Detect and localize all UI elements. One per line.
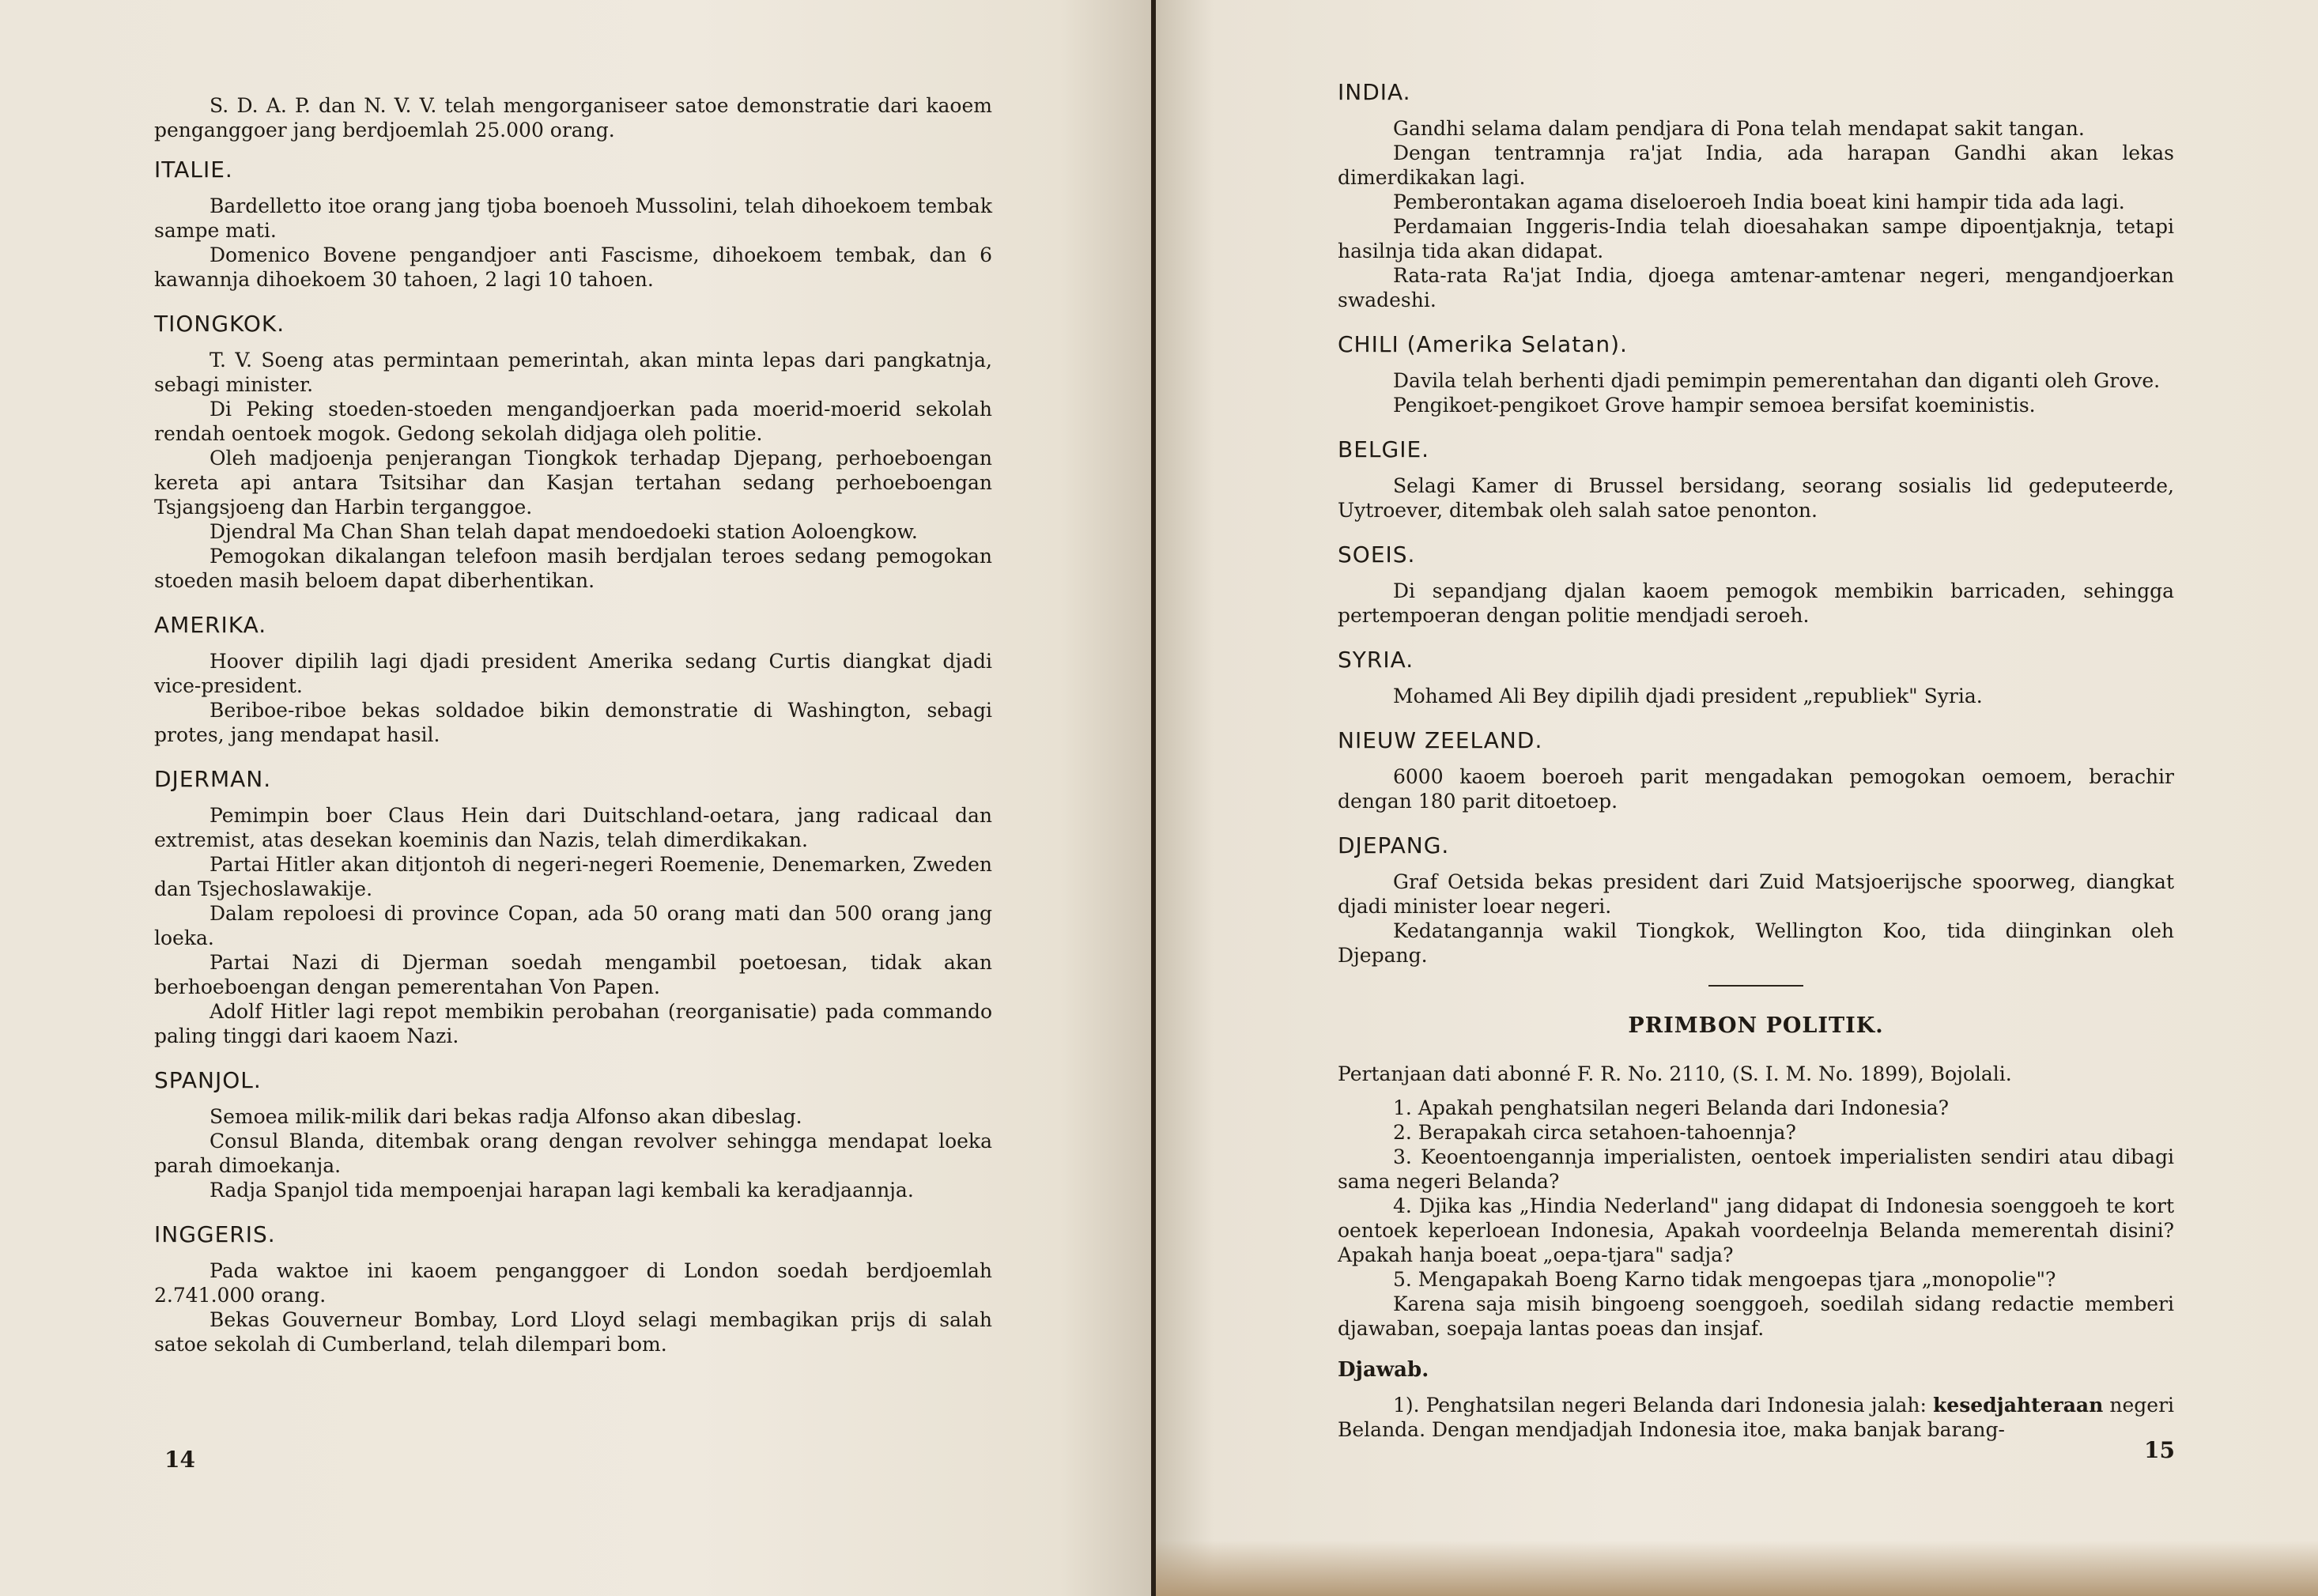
paragraph: Hoover dipilih lagi djadi president Amerika sedang Curtis diangkat djadi vice-president. <box>154 650 992 697</box>
left-column <box>154 93 992 1361</box>
paragraph: Rata-rata Ra'jat India, djoega amtenar-amtenar negeri, mengandjoerkan swadeshi. <box>1338 264 2174 311</box>
paragraph: Consul Blanda, ditembak orang dengan revolver sehingga mendapat loeka parah dimoekanja. <box>154 1130 992 1177</box>
right-column <box>1338 79 2174 1442</box>
section-heading: TIONGKOK. <box>154 311 285 337</box>
paragraph: Di sepandjang djalan kaoem pemogok membikin barricaden, sehingga pertempoeran dengan politie mendjadi seroeh. <box>1338 579 2174 627</box>
page-number: 14 <box>164 1447 195 1473</box>
intro-paragraph: S. D. A. P. dan N. V. V. telah mengorganiseer satoe demonstratie dari kaoem penganggoer jang berdjoemlah 25.000 orang. <box>154 94 992 141</box>
left-page <box>0 0 1153 1596</box>
section-italie <box>154 157 992 292</box>
question-item: 2. Berapakah circa setahoen-tahoennja? <box>1393 1121 1796 1144</box>
section-heading: ITALIE. <box>154 157 233 183</box>
section-heading: SOEIS. <box>1338 541 1416 568</box>
section-heading: NIEUW ZEELAND. <box>1338 727 1543 753</box>
section-heading: CHILI (Amerika Selatan). <box>1338 331 1628 357</box>
section-djepang <box>1338 832 2174 968</box>
paragraph: Pemimpin boer Claus Hein dari Duitschland-oetara, jang radicaal dan extremist, atas desekan koeminis dan Nazis, telah dimerdikakan. <box>154 804 992 851</box>
section-djerman <box>154 766 992 1048</box>
paragraph: Graf Oetsida bekas president dari Zuid Matsjoerijsche spoorweg, diangkat djadi minister loear negeri. <box>1338 870 2174 918</box>
paragraph: Selagi Kamer di Brussel bersidang, seorang sosialis lid gedeputeerde, Uytroever, ditembak oleh salah satoe penonton. <box>1338 474 2174 522</box>
section-heading: SYRIA. <box>1338 647 1414 673</box>
section-amerika <box>154 612 992 747</box>
question-item: 5. Mengapakah Boeng Karno tidak mengoepas tjara „monopolie"? <box>1393 1268 2056 1291</box>
paragraph: 6000 kaoem boeroeh parit mengadakan pemogokan oemoem, berachir dengan 180 parit ditoetoep. <box>1338 765 2174 813</box>
paragraph: Semoea milik-milik dari bekas radja Alfonso akan dibeslag. <box>210 1105 802 1128</box>
answer-bold-term: kesedjahteraan <box>1932 1394 2104 1417</box>
paragraph: Radja Spanjol tida mempoenjai harapan lagi kembali ka keradjaannja. <box>210 1179 914 1202</box>
primbon-politik <box>1338 1013 2174 1442</box>
answer-paragraph <box>1338 1393 2174 1442</box>
answer-prefix: 1). Penghatsilan negeri Belanda dari Indonesia jalah: <box>1393 1394 1927 1417</box>
answer-rest: negeri Belanda. Dengan mendjadjah Indonesia itoe, maka banjak barang- <box>1338 1394 2175 1441</box>
paragraph: Pemogokan dikalangan telefoon masih berdjalan teroes sedang pemogokan stoeden masih beloem dapat diberhentikan. <box>154 545 992 592</box>
question-item: 1. Apakah penghatsilan negeri Belanda dari Indonesia? <box>1393 1096 1950 1119</box>
section-syria <box>1338 647 2174 708</box>
paragraph: Davila telah berhenti djadi pemimpin pemerentahan dan diganti oleh Grove. <box>1393 369 2161 392</box>
section-tiongkok <box>154 311 992 593</box>
paragraph: Bardelletto itoe orang jang tjoba boenoeh Mussolini, telah dihoekoem tembak sampe mati. <box>154 194 992 242</box>
section-soeis <box>1338 541 2174 628</box>
paragraph: Mohamed Ali Bey dipilih djadi president „republiek" Syria. <box>1393 685 1983 707</box>
question-header: Pertanjaan dati abonné F. R. No. 2110, (S. I. M. No. 1899), Bojolali. <box>1338 1062 2012 1085</box>
page-number: 15 <box>2144 1437 2175 1463</box>
section-heading: BELGIE. <box>1338 436 1430 462</box>
paragraph: Beriboe-riboe bekas soldadoe bikin demonstratie di Washington, sebagi protes, jang mendapat hasil. <box>154 699 992 746</box>
question-item: 4. Djika kas „Hindia Nederland" jang didapat di Indonesia soenggoeh te kort oentoek keperloean Indonesia, Apakah voordeelnja Belanda memerentah disini? Apakah hanja boeat „oepa-tjara" sadja? <box>1338 1194 2174 1266</box>
section-heading: DJEPANG. <box>1338 832 1450 858</box>
paragraph: Bekas Gouverneur Bombay, Lord Lloyd selagi membagikan prijs di salah satoe sekolah di Cumberland, telah dilempari bom. <box>154 1308 992 1356</box>
paragraph: Partai Hitler akan ditjontoh di negeri-negeri Roemenie, Denemarken, Zweden dan Tsjechoslawakije. <box>154 853 992 900</box>
paragraph: Pemberontakan agama diseloeroeh India boeat kini hampir tida ada lagi. <box>1393 191 2125 213</box>
paragraph: Pengikoet-pengikoet Grove hampir semoea bersifat koeministis. <box>1393 394 2036 417</box>
answer-title: Djawab. <box>1338 1358 1429 1382</box>
section-inggeris <box>154 1221 992 1356</box>
paragraph: Dengan tentramnja ra'jat India, ada harapan Gandhi akan lekas dimerdikakan lagi. <box>1338 141 2174 189</box>
section-heading: INDIA. <box>1338 79 1411 105</box>
paragraph: Perdamaian Inggeris-India telah dioesahakan sampe dipoentjaknja, tetapi hasilnja tida akan didapat. <box>1338 215 2174 262</box>
section-nieuw-zeeland <box>1338 727 2174 813</box>
paragraph: Partai Nazi di Djerman soedah mengambil poetoesan, tidak akan berhoeboengan dengan pemerentahan Von Papen. <box>154 951 992 998</box>
paragraph: Domenico Bovene pengandjoer anti Fascisme, dihoekoem tembak, dan 6 kawannja dihoekoem 30 tahoen, 2 lagi 10 tahoen. <box>154 243 992 291</box>
paragraph: Dalam repoloesi di province Copan, ada 50 orang mati dan 500 orang jang loeka. <box>154 902 992 949</box>
section-belgie <box>1338 436 2174 523</box>
section-heading: SPANJOL. <box>154 1067 262 1093</box>
paragraph: Oleh madjoenja penjerangan Tiongkok terhadap Djepang, perhoeboengan kereta api antara Tsitsihar dan Kasjan tertahan sedang perhoeboengan Tsjangsjoeng dan Harbin terganggoe. <box>154 447 992 519</box>
paragraph: Adolf Hitler lagi repot membikin perobahan (reorganisatie) pada commando paling tinggi dari kaoem Nazi. <box>154 1000 992 1047</box>
section-chili <box>1338 331 2174 417</box>
paragraph: T. V. Soeng atas permintaan pemerintah, akan minta lepas dari pangkatnja, sebagi minister. <box>154 349 992 396</box>
question-item: Karena saja misih bingoeng soenggoeh, soedilah sidang redactie memberi djawaban, soepaja lantas poeas dan insjaf. <box>1338 1292 2174 1340</box>
section-heading: AMERIKA. <box>154 612 267 638</box>
paragraph: Djendral Ma Chan Shan telah dapat mendoedoeki station Aoloengkow. <box>210 520 918 543</box>
primbon-title: PRIMBON POLITIK. <box>1628 1013 1884 1038</box>
question-item: 3. Keoentoengannja imperialisten, oentoek imperialisten sendiri atau dibagi sama negeri Belanda? <box>1338 1145 2174 1193</box>
paragraph: Pada waktoe ini kaoem penganggoer di London soedah berdjoemlah 2.741.000 orang. <box>154 1259 992 1307</box>
section-india <box>1338 79 2174 312</box>
section-divider <box>1708 985 1803 987</box>
paragraph: Kedatangannja wakil Tiongkok, Wellington Koo, tida diinginkan oleh Djepang. <box>1338 919 2174 967</box>
section-heading: DJERMAN. <box>154 766 272 792</box>
section-heading: INGGERIS. <box>154 1221 276 1247</box>
section-spanjol <box>154 1067 992 1202</box>
paragraph: Di Peking stoeden-stoeden mengandjoerkan pada moerid-moerid sekolah rendah oentoek mogok. Gedong sekolah didjaga oleh politie. <box>154 398 992 445</box>
paragraph: Gandhi selama dalam pendjara di Pona telah mendapat sakit tangan. <box>1393 117 2085 140</box>
